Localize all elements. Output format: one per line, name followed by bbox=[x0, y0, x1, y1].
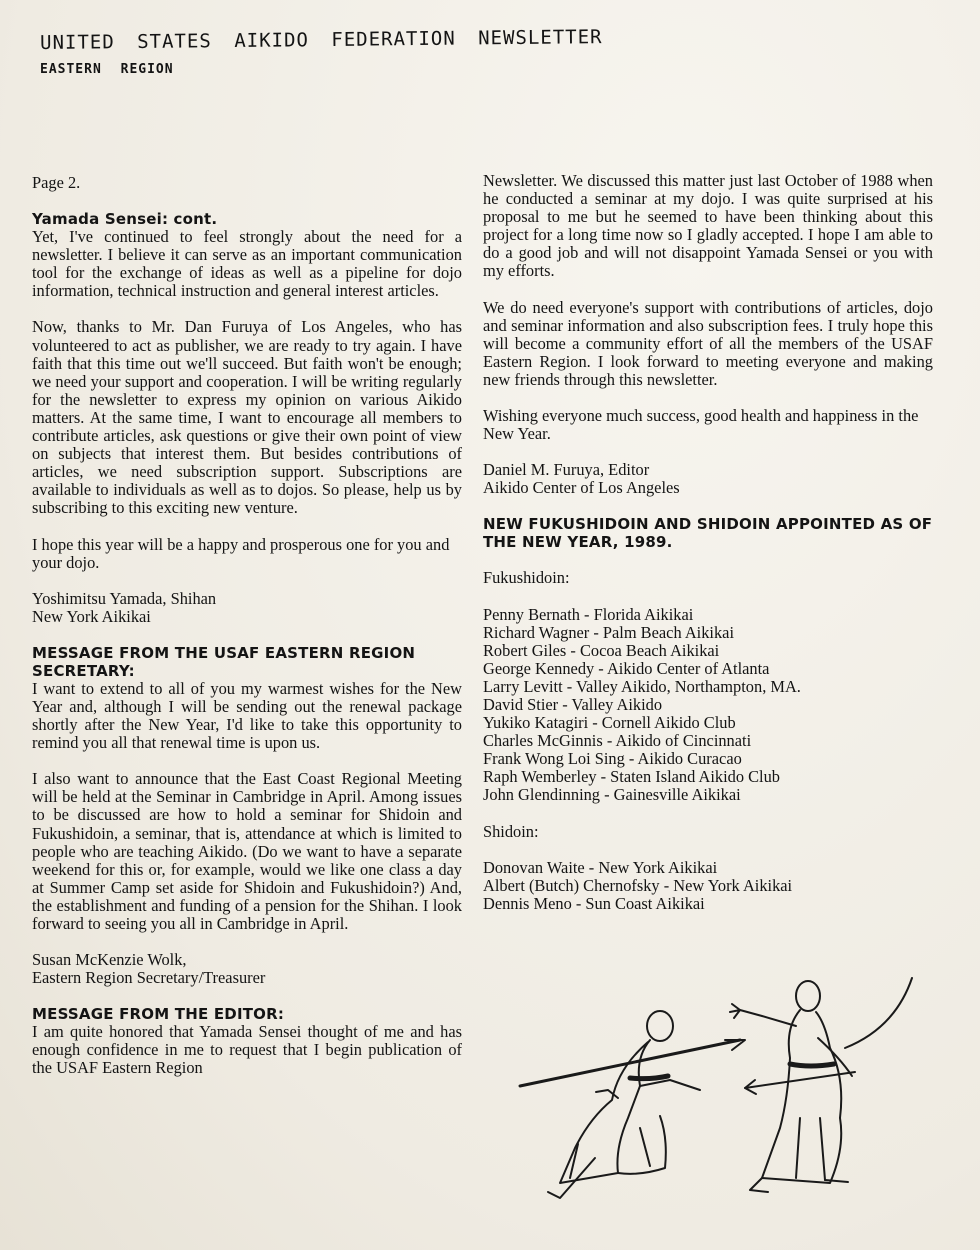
yamada-signature-name: Yoshimitsu Yamada, Shihan bbox=[32, 588, 217, 608]
editor-signature-name: Daniel M. Furuya, Editor bbox=[483, 460, 650, 480]
list-item: Dennis Meno - Sun Coast Aikikai bbox=[483, 893, 705, 913]
list-item: Richard Wagner - Palm Beach Aikikai bbox=[483, 622, 734, 642]
list-item: Penny Bernath - Florida Aikikai bbox=[483, 604, 694, 624]
secretary-heading: MESSAGE FROM THE USAF EASTERN REGION SECRETARY: bbox=[32, 643, 416, 680]
appointments-heading: NEW FUKUSHIDOIN AND SHIDOIN APPOINTED AS OF THE NEW YEAR, 1989. bbox=[483, 515, 933, 552]
masthead-region: EASTERN REGION bbox=[40, 62, 174, 77]
left-column bbox=[32, 174, 462, 1078]
editor-para-3: Wishing everyone much success, good health and happiness in the New Year. bbox=[483, 406, 919, 444]
page-label: Page 2. bbox=[32, 173, 81, 192]
list-item: Donovan Waite - New York Aikikai bbox=[483, 857, 718, 877]
secretary-para-2: I also want to announce that the East Coast Regional Meeting will be held at the Seminar in Cambridge in April. Among issues to be discussed are how to hold a seminar for Shidoin and Fukushidoin, a seminar, that is, attendance at which is limited to people who are teaching Aikido. (Do we want to have a separate weekend for this or, for example, would we like one class a day at Summer Camp set aside for Shidoin and Fukushidoin?) And, the establishment and funding of a pension for the Shihan. I look forward to seeing you all in Cambridge in April. bbox=[32, 769, 462, 933]
editor-para-2: We do need everyone's support with contributions of articles, dojo and seminar information and also subscription fees. I truly hope this will become a community effort of all the members of the USAF Eastern Region. I look forward to meeting everyone and making new friends through this newsletter. bbox=[483, 297, 933, 389]
list-item: Larry Levitt - Valley Aikido, Northampton, MA. bbox=[483, 676, 801, 696]
editor-signature-org: Aikido Center of Los Angeles bbox=[483, 478, 680, 498]
list-item: Yukiko Katagiri - Cornell Aikido Club bbox=[483, 713, 736, 733]
list-item: John Glendinning - Gainesville Aikikai bbox=[483, 785, 741, 805]
editor-para-1-start: I am quite honored that Yamada Sensei thought of me and has enough confidence in me to request that I begin publication of the USAF Eastern Region bbox=[32, 1022, 462, 1078]
right-column bbox=[483, 172, 933, 913]
editor-heading: MESSAGE FROM THE EDITOR: bbox=[32, 1005, 285, 1024]
yamada-signature-org: New York Aikikai bbox=[32, 606, 151, 626]
aikido-figures-illustration bbox=[500, 968, 930, 1208]
yamada-para-1: Yet, I've continued to feel strongly about the need for a newsletter. I believe it can serve as an important communication tool for the exchange of ideas as well as a pipeline for dojo information, technical instruction and general interest articles. bbox=[32, 227, 462, 301]
list-item: Robert Giles - Cocoa Beach Aikikai bbox=[483, 640, 720, 660]
list-item: Albert (Butch) Chernofsky - New York Aikikai bbox=[483, 875, 793, 895]
list-item: David Stier - Valley Aikido bbox=[483, 694, 663, 714]
list-item: Frank Wong Loi Sing - Aikido Curacao bbox=[483, 749, 742, 769]
editor-para-1-cont: Newsletter. We discussed this matter just last October of 1988 when he conducted a seminar at my dojo. I was quite surprised at his proposal to me but he seemed to have been thinking about this project for a long time now so I gladly accepted. I hope I am able to do a good job and will not disappoint Yamada Sensei or you with my efforts. bbox=[483, 171, 933, 281]
list-item: Charles McGinnis - Aikido of Cincinnati bbox=[483, 731, 752, 751]
secretary-signature-title: Eastern Region Secretary/Treasurer bbox=[32, 968, 266, 988]
yamada-para-3: I hope this year will be a happy and prosperous one for you and your dojo. bbox=[32, 534, 450, 572]
list-item: Raph Wemberley - Staten Island Aikido Club bbox=[483, 767, 781, 787]
attacker-figure bbox=[548, 1011, 700, 1198]
shidoin-label: Shidoin: bbox=[483, 821, 539, 841]
secretary-signature-name: Susan McKenzie Wolk, bbox=[32, 950, 187, 970]
secretary-para-1: I want to extend to all of you my warmest wishes for the New Year and, although I will be sending out the renewal package shortly after the New Year, I'd like to take this opportunity to remind you all that renewal time is upon us. bbox=[32, 678, 462, 753]
yamada-para-2: Now, thanks to Mr. Dan Furuya of Los Angeles, who has volunteered to act as publisher, we are ready to try again. I have faith that this time out we'll succeed. But faith won't be enough; we need your support and cooperation. I will be writing regularly for the newsletter to express my opinion on various Aikido matters. At the same time, I want to encourage all members to contribute articles, ask questions or give their own point of view on subjects that interest them. But besides contributions of articles, we need subscription support. Subscriptions are available to individuals as well as to dojos. So please, help us by subscribing to this exciting new venture. bbox=[32, 317, 462, 518]
yamada-heading: Yamada Sensei: cont. bbox=[32, 210, 218, 229]
list-item: George Kennedy - Aikido Center of Atlanta bbox=[483, 658, 770, 678]
masthead-title: UNITED STATES AIKIDO FEDERATION NEWSLETTER bbox=[40, 26, 603, 54]
fukushidoin-label: Fukushidoin: bbox=[483, 568, 570, 588]
motion-curve bbox=[845, 978, 912, 1048]
